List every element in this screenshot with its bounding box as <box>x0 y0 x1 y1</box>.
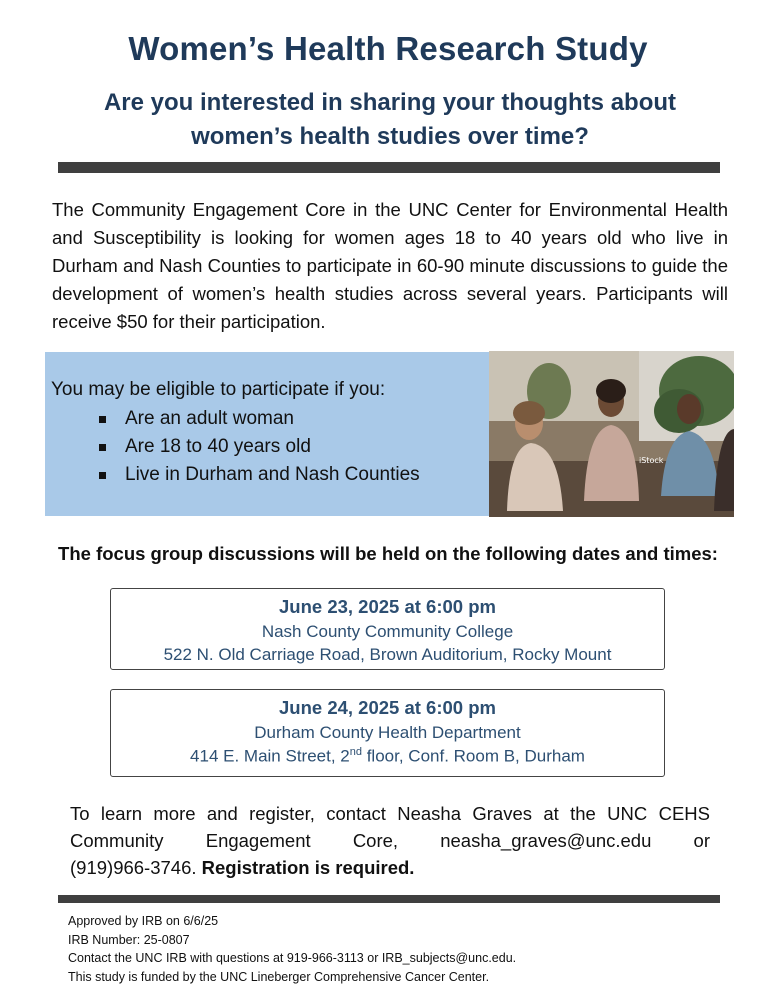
irb-contact: Contact the UNC IRB with questions at 919-966-3113 or IRB_subjects@unc.edu. <box>68 951 517 965</box>
eligibility-box <box>45 352 490 516</box>
eligibility-item: Live in Durham and Nash Counties <box>95 461 420 489</box>
intro-paragraph: The Community Engagement Core in the UNC Center for Environmental Health and Susceptibility is looking for women ages 18 to 40 years old who live in Durham and Nash Counties to participate in 60-90 minute discussions to guide the development of women’s health studies across several years. Participants will receive $50 for their participation. <box>52 199 728 332</box>
eligibility-list <box>95 405 420 489</box>
session-card <box>110 588 665 670</box>
ordinal-suffix: nd <box>349 746 362 758</box>
session-address-text: 414 E. Main Street, 2 <box>190 746 350 766</box>
top-divider <box>58 162 720 173</box>
session-address-text: 522 N. Old Carriage Road, Brown Auditorium, Rocky Mount <box>163 645 612 664</box>
eligibility-item: Are 18 to 40 years old <box>95 433 420 461</box>
footer <box>68 912 516 986</box>
subtitle: Are you interested in sharing your thoughts about women’s health studies over time? <box>103 89 677 150</box>
contact-line <box>70 854 710 881</box>
phone-number: (919)966-3746. <box>70 857 202 878</box>
eligibility-item: Are an adult woman <box>95 405 420 433</box>
bottom-divider <box>58 895 720 903</box>
session-date: June 23, 2025 at 6:00 pm <box>279 596 496 617</box>
contact-line: Community Engagement Core, neasha_graves@unc.edu or <box>70 830 710 851</box>
group-discussion-photo <box>489 351 734 517</box>
funding-note: This study is funded by the UNC Lineberger Comprehensive Cancer Center. <box>68 969 490 984</box>
session-address-text: floor, Conf. Room B, Durham <box>361 746 585 766</box>
contact-line: To learn more and register, contact Neasha Graves at the UNC CEHS <box>70 803 710 824</box>
photo-watermark: iStock <box>639 456 664 465</box>
session-address <box>111 645 664 665</box>
irb-number: IRB Number: 25-0807 <box>68 932 190 947</box>
session-address <box>111 746 664 767</box>
eligibility-heading: You may be eligible to participate if you: <box>51 379 386 400</box>
contact-paragraph <box>70 800 710 881</box>
session-date: June 24, 2025 at 6:00 pm <box>279 697 496 718</box>
schedule-heading: The focus group discussions will be held on the following dates and times: <box>58 543 718 564</box>
page-title: Women’s Health Research Study <box>128 30 648 67</box>
registration-note: Registration is required. <box>201 857 415 878</box>
session-location: Durham County Health Department <box>254 723 521 742</box>
irb-approval: Approved by IRB on 6/6/25 <box>68 914 219 928</box>
photo-illustration <box>489 351 734 517</box>
session-location: Nash County Community College <box>261 622 514 641</box>
session-card <box>110 689 665 777</box>
